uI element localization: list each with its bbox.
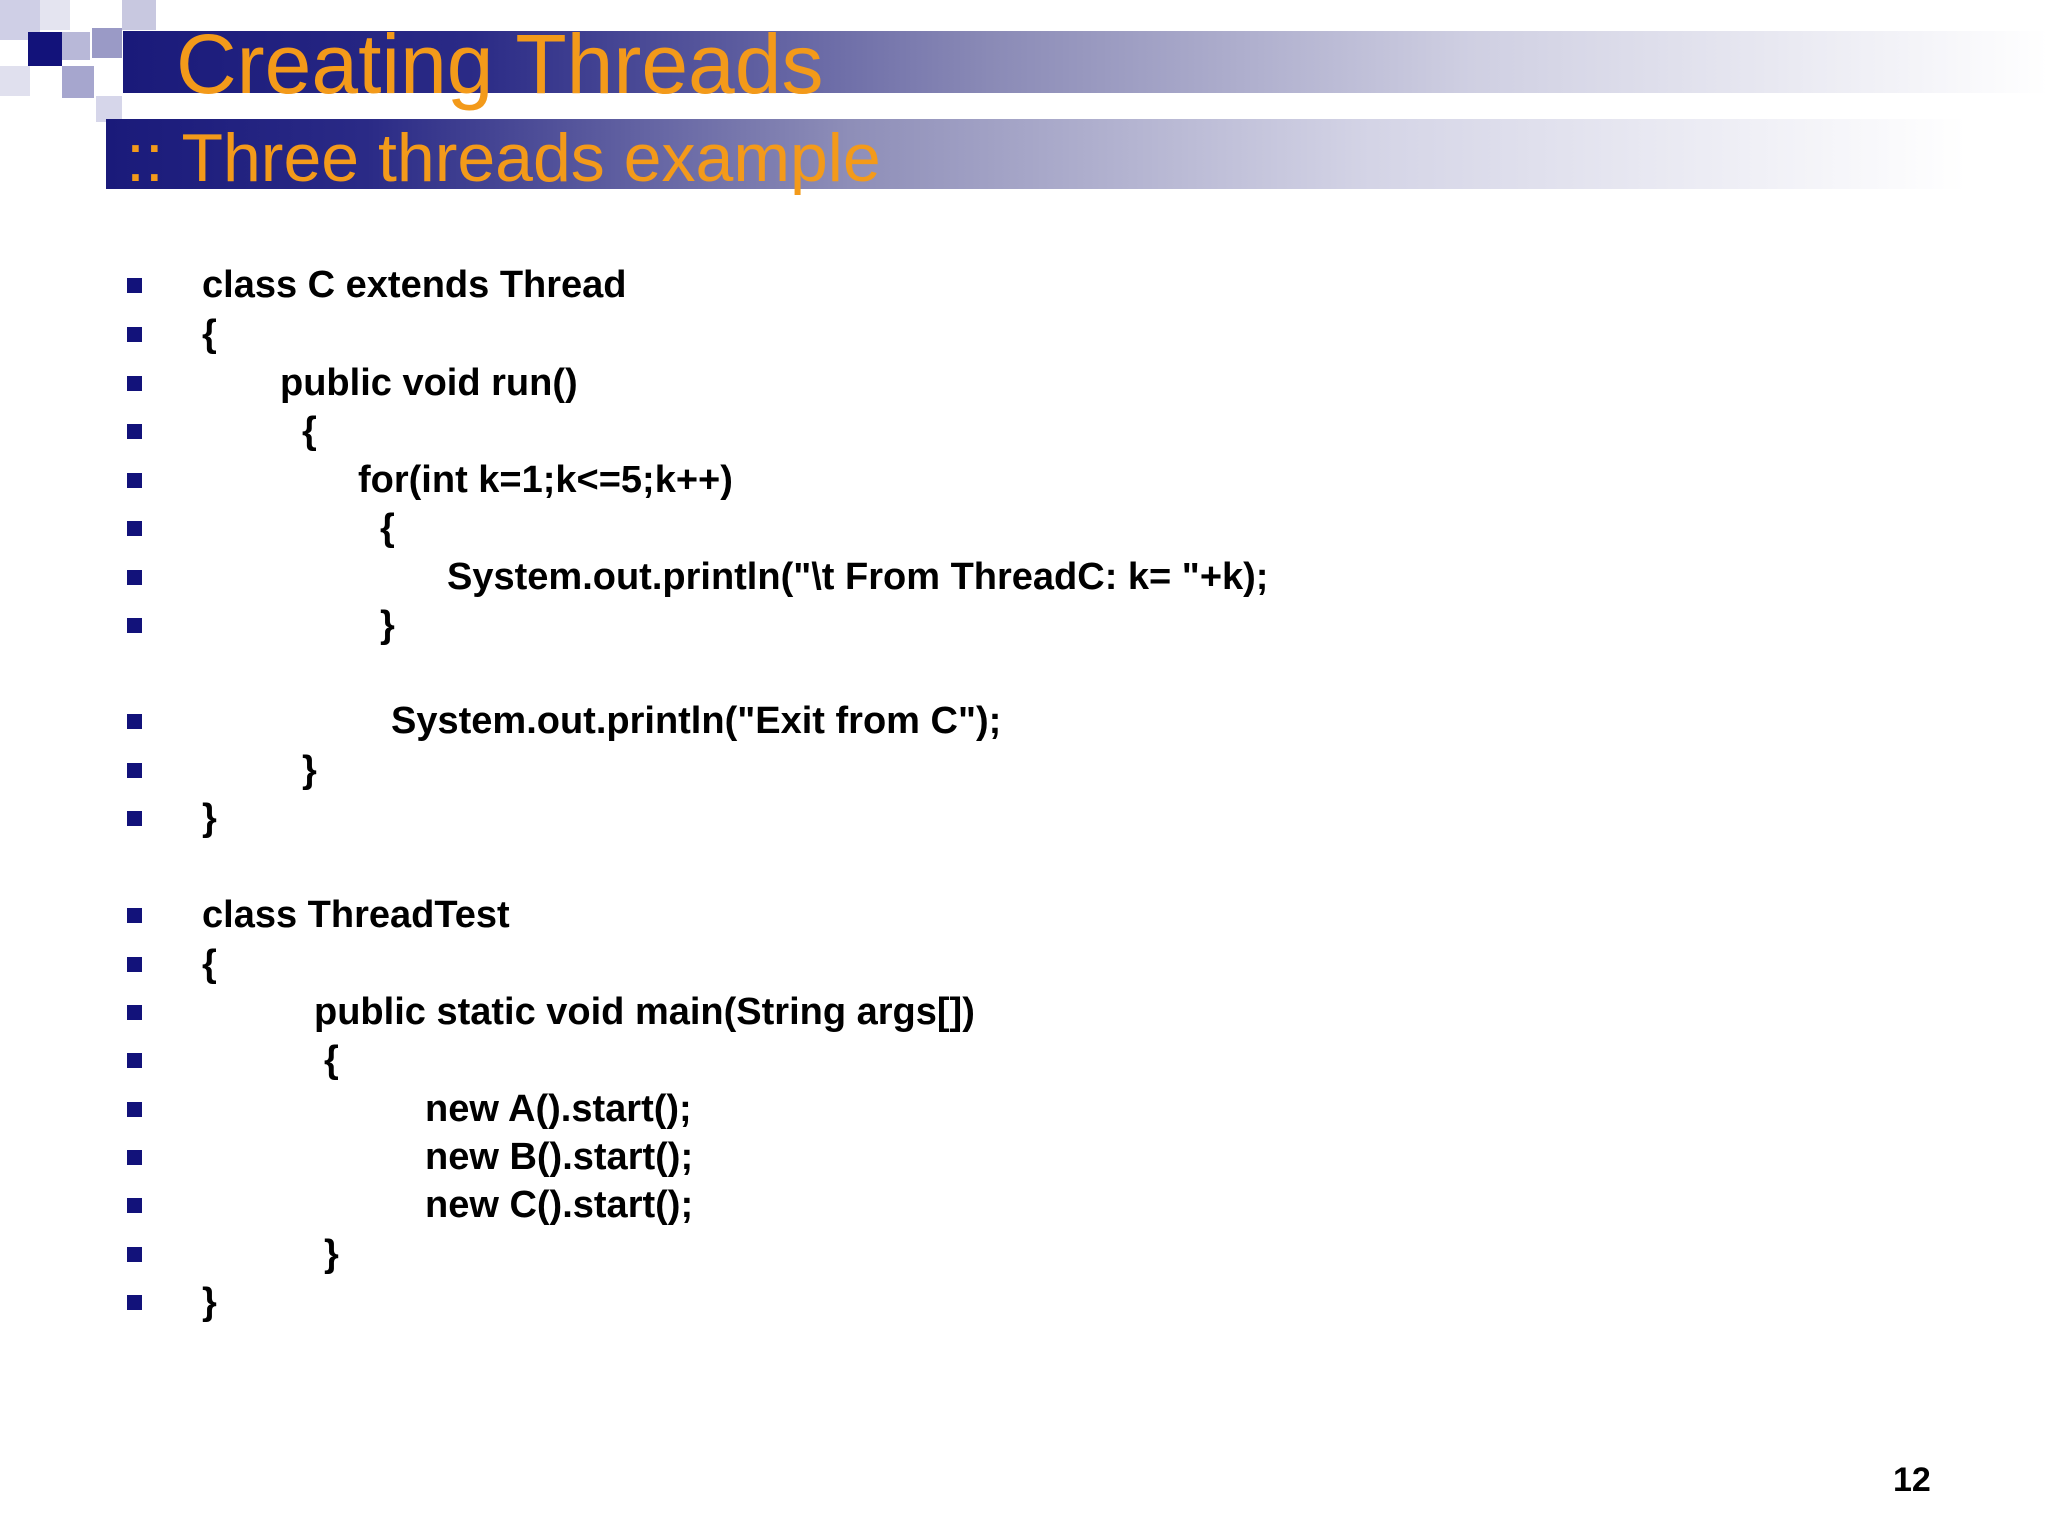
- code-line: {: [0, 1035, 1900, 1085]
- square-bullet-icon: [127, 1198, 142, 1213]
- code-line: }: [0, 1229, 1900, 1279]
- code-line: }: [0, 745, 1900, 795]
- square-bullet-icon: [127, 811, 142, 826]
- square-bullet-icon: [127, 957, 142, 972]
- code-line: for(int k=1;k<=5;k++): [0, 455, 1900, 505]
- code-line: System.out.println("\t From ThreadC: k= "+k);: [0, 552, 1900, 602]
- square-bullet-icon: [127, 521, 142, 536]
- square-bullet-icon: [127, 763, 142, 778]
- square-bullet-icon: [127, 1150, 142, 1165]
- code-line: {: [0, 309, 1900, 359]
- square-bullet-icon: [127, 424, 142, 439]
- code-line: public static void main(String args[]): [0, 987, 1900, 1037]
- code-line: public void run(): [0, 358, 1900, 408]
- square-bullet-icon: [127, 327, 142, 342]
- code-line: {: [0, 503, 1900, 553]
- square-bullet-icon: [127, 376, 142, 391]
- code-line: new B().start();: [0, 1132, 1900, 1182]
- code-line: class ThreadTest: [0, 890, 1900, 940]
- square-bullet-icon: [127, 473, 142, 488]
- square-bullet-icon: [127, 1053, 142, 1068]
- code-line: }: [0, 793, 1900, 843]
- code-line: new C().start();: [0, 1180, 1900, 1230]
- code-line: System.out.println("Exit from C");: [0, 696, 1900, 746]
- slide-title: Creating Threads: [176, 17, 824, 111]
- square-bullet-icon: [127, 1295, 142, 1310]
- code-line: new A().start();: [0, 1084, 1900, 1134]
- code-line: class C extends Thread: [0, 260, 1900, 310]
- square-bullet-icon: [127, 908, 142, 923]
- square-bullet-icon: [127, 1102, 142, 1117]
- square-bullet-icon: [127, 1005, 142, 1020]
- code-line: {: [0, 939, 1900, 989]
- code-line: {: [0, 406, 1900, 456]
- square-bullet-icon: [127, 714, 142, 729]
- page-number: 12: [1893, 1461, 1931, 1499]
- square-bullet-icon: [127, 618, 142, 633]
- code-line: }: [0, 1277, 1900, 1327]
- code-line: }: [0, 600, 1900, 650]
- slide-subtitle: :: Three threads example: [126, 120, 881, 196]
- square-bullet-icon: [127, 1247, 142, 1262]
- square-bullet-icon: [127, 570, 142, 585]
- square-bullet-icon: [127, 278, 142, 293]
